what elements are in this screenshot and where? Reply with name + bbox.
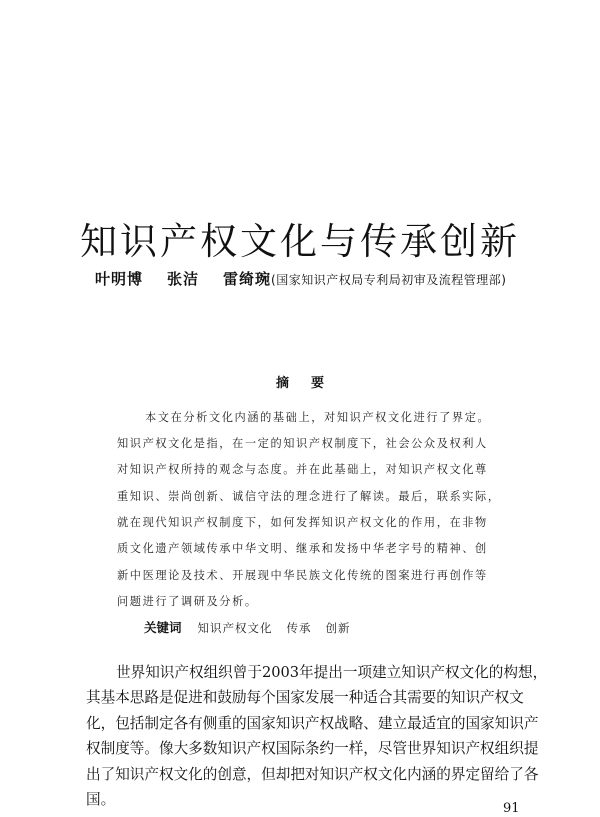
abstract-line: 重知识、崇尚创新、诚信守法的理念进行了解读。最后，联系实际， — [117, 490, 501, 503]
abstract-line: 问题进行了调研及分析。 — [117, 595, 258, 608]
body-line: 其基本思路是促进和鼓励每个国家发展一种适合其需要的知识产权文 — [86, 689, 524, 706]
author-affiliation: (国家知识产权局专利局初审及流程管理部) — [271, 273, 507, 287]
body-line: 世界知识产权组织曾于2003年提出一项建立知识产权文化的构想， — [116, 664, 548, 681]
abstract-line: 新中医理论及技术、开展现中华民族文化传统的图案进行再创作等 — [117, 569, 488, 582]
abstract-line: 对知识产权所持的观念与态度。并在此基础上，对知识产权文化尊 — [117, 463, 488, 476]
abstract-heading-char: 摘 — [275, 376, 289, 391]
author-line — [95, 268, 575, 289]
author-name: 叶明博 — [95, 270, 144, 288]
abstract-line: 本文在分析文化内涵的基础上，对知识产权文化进行了界定。 — [145, 411, 491, 424]
abstract-heading — [0, 372, 600, 391]
keywords-label: 关键词 — [144, 620, 182, 635]
keyword: 知识产权文化 — [197, 621, 273, 635]
paper-title: 知识产权文化与传承创新 — [80, 219, 520, 263]
abstract-line: 就在现代知识产权制度下，如何发挥知识产权文化的作用，在非物 — [117, 516, 488, 529]
page-number: 91 — [503, 801, 520, 816]
keyword: 创新 — [325, 621, 351, 635]
body-line: 权制度等。像大多数知识产权国际条约一样，尽管世界知识产权组织提 — [86, 740, 539, 757]
body-line: 出了知识产权文化的创意，但却把对知识产权文化内涵的界定留给了各 — [86, 766, 539, 783]
abstract-line: 质文化遗产领域传承中华文明、继承和发扬中华老字号的精神、创 — [117, 542, 488, 555]
body-line: 化，包括制定各有侧重的国家知识产权战略、建立最适宜的国家知识产 — [86, 715, 539, 732]
keywords-line — [144, 618, 365, 636]
abstract-heading-char: 要 — [311, 376, 325, 391]
author-name: 张洁 — [167, 270, 200, 288]
keyword: 传承 — [286, 621, 312, 635]
abstract-line: 知识产权文化是指，在一定的知识产权制度下，社会公众及权利人 — [117, 437, 488, 450]
body-line: 国。 — [86, 791, 116, 808]
author-name: 雷绮琬 — [223, 270, 272, 288]
